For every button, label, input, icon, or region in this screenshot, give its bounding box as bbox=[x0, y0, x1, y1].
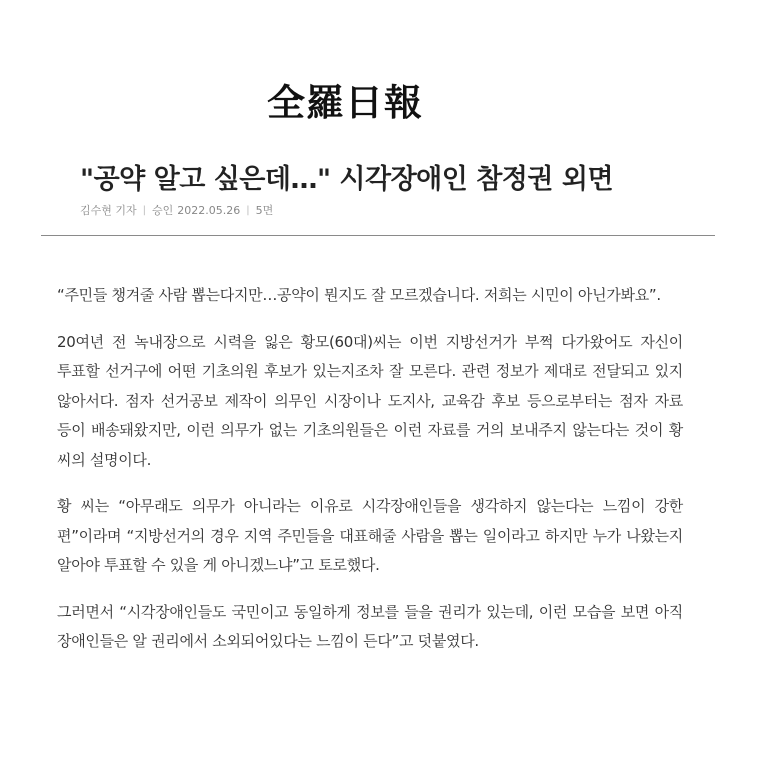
article-body bbox=[57, 281, 683, 674]
article-paragraph: 20여년 전 녹내장으로 시력을 잃은 황모(60대)씨는 이번 지방선거가 부쩍 다가왔어도 자신이 투표할 선거구에 어떤 기초의원 후보가 있는지조차 잘 모른다. 관련 정보가 제대로 전달되고 있지 않아서다. 점자 선거공보 제작이 의무인 시장이나 도지사, 교육감 후보 등으로부터는 점자 자료 등이 배송돼왔지만, 이런 의무가 없는 기초의원들은 이런 자료를 거의 보내주지 않는다는 것이 황 씨의 설명이다. bbox=[57, 332, 683, 469]
byline-divider: | bbox=[142, 204, 147, 216]
page-number: 5면 bbox=[255, 204, 274, 217]
article-byline bbox=[80, 202, 273, 218]
article-paragraph: “주민들 챙겨줄 사람 뽑는다지만…공약이 뭔지도 잘 모르겠습니다. 저희는 시민이 아닌가봐요”. bbox=[57, 286, 661, 304]
article-headline: "공약 알고 싶은데…" 시각장애인 참정권 외면 bbox=[80, 164, 614, 195]
reporter-name: 김수현 기자 bbox=[80, 204, 137, 217]
publish-date: 2022.05.26 bbox=[177, 203, 241, 217]
newspaper-logo: 全羅日報 bbox=[266, 80, 423, 124]
header-divider bbox=[41, 235, 715, 236]
article-paragraph: 그러면서 “시각장애인들도 국민이고 동일하게 정보를 들을 권리가 있는데, 이런 모습을 보면 아직 장애인들은 알 권리에서 소외되어있다는 느낌이 든다”고 덧붙였다. bbox=[57, 602, 683, 650]
byline-divider: | bbox=[246, 204, 250, 216]
article-paragraph: 황 씨는 “아무래도 의무가 아니라는 이유로 시각장애인들을 생각하지 않는다는 느낌이 강한 편”이라며 “지방선거의 경우 지역 주민들을 대표해줄 사람을 뽑는 일이라고 하지만 누가 나왔는지 알아야 투표할 수 있을 게 아니겠느냐”고 토로했다. bbox=[57, 497, 683, 574]
approved-label: 승인 bbox=[152, 204, 174, 217]
